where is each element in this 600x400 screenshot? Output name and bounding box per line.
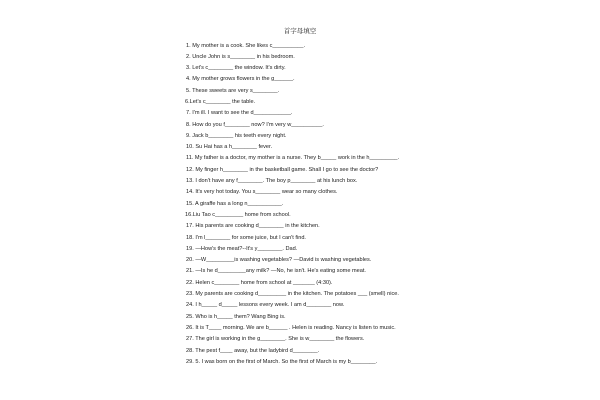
question-item: 24. I h_____ d_____ lessons every week. I am d________ now.: [186, 302, 345, 309]
question-item: 1. My mother is a cook. She likes c__________.: [186, 42, 306, 49]
document-title: 首字母填空: [283, 27, 317, 35]
question-item: 7. I'm ill. I want to see the d____________.: [186, 110, 293, 117]
question-item: 12. My finger h________ in the basketball game. Shall I go to see the doctor?: [186, 166, 379, 173]
question-item: 5. These sweets are very s________.: [186, 87, 280, 94]
question-item: 19. —How's the meat?--It's y________. Dad.: [186, 245, 298, 252]
question-item: 26. It is T____ morning. We are b______ . Helen is reading. Nancy is listen to music.: [186, 324, 396, 331]
question-item: 29. 5. I was born on the first of March. So the first of March is my b________.: [186, 358, 378, 365]
question-item: 15. A giraffe has a long n___________.: [186, 200, 284, 207]
question-item: 6.Let's c________ the table.: [185, 98, 256, 105]
question-item: 21. —Is he d_________any milk? —No, he isn't. He's eating some meat.: [186, 268, 366, 275]
question-item: 3. Let's c________ the window. It's dirty.: [186, 65, 286, 72]
question-item: 4. My mother grows flowers in the g______.: [186, 76, 295, 83]
question-item: 13. I don't have any f________. The boy p________ at his lunch box.: [186, 178, 358, 185]
question-item: 25. Who is h_____ them? Wang Bing is.: [186, 313, 286, 320]
question-item: 18. I'm l________ for some juice, but I can't find.: [186, 234, 306, 241]
question-item: 17. His parents are cooking d________ in the kitchen.: [186, 223, 320, 230]
question-item: 28. The pest f____ away, but the ladybird d________.: [186, 347, 320, 354]
question-item: 10. Su Hai has a h________ fever.: [186, 144, 273, 151]
question-item: 11. My father is a doctor, my mother is a nurse. They b_____ work in the h_________.: [186, 155, 400, 162]
question-list: [186, 41, 506, 369]
question-item: 16.Liu Tao c_________ home from school.: [185, 211, 291, 218]
question-item: 22. Helen c________ home from school at _______ (4:30).: [186, 279, 333, 286]
question-item: 14. It's very hot today. You s________ wear so many clothes.: [186, 189, 338, 196]
question-item: 9. Jack b________ his teeth every night.: [186, 132, 287, 139]
question-item: 8. How do you f________ now? I'm very w__________.: [186, 121, 324, 128]
question-item: 20. —W_________is washing vegetables? —David is washing vegetables.: [186, 257, 372, 264]
question-item: 2. Uncle John is s________ in his bedroom.: [186, 53, 295, 60]
question-item: 23. My parents are cooking d_________ in the kitchen. The potatoes ___ (smell) nice.: [186, 291, 399, 298]
question-item: 27. The girl is working in the g________. She is w________ the flowers.: [186, 336, 365, 343]
